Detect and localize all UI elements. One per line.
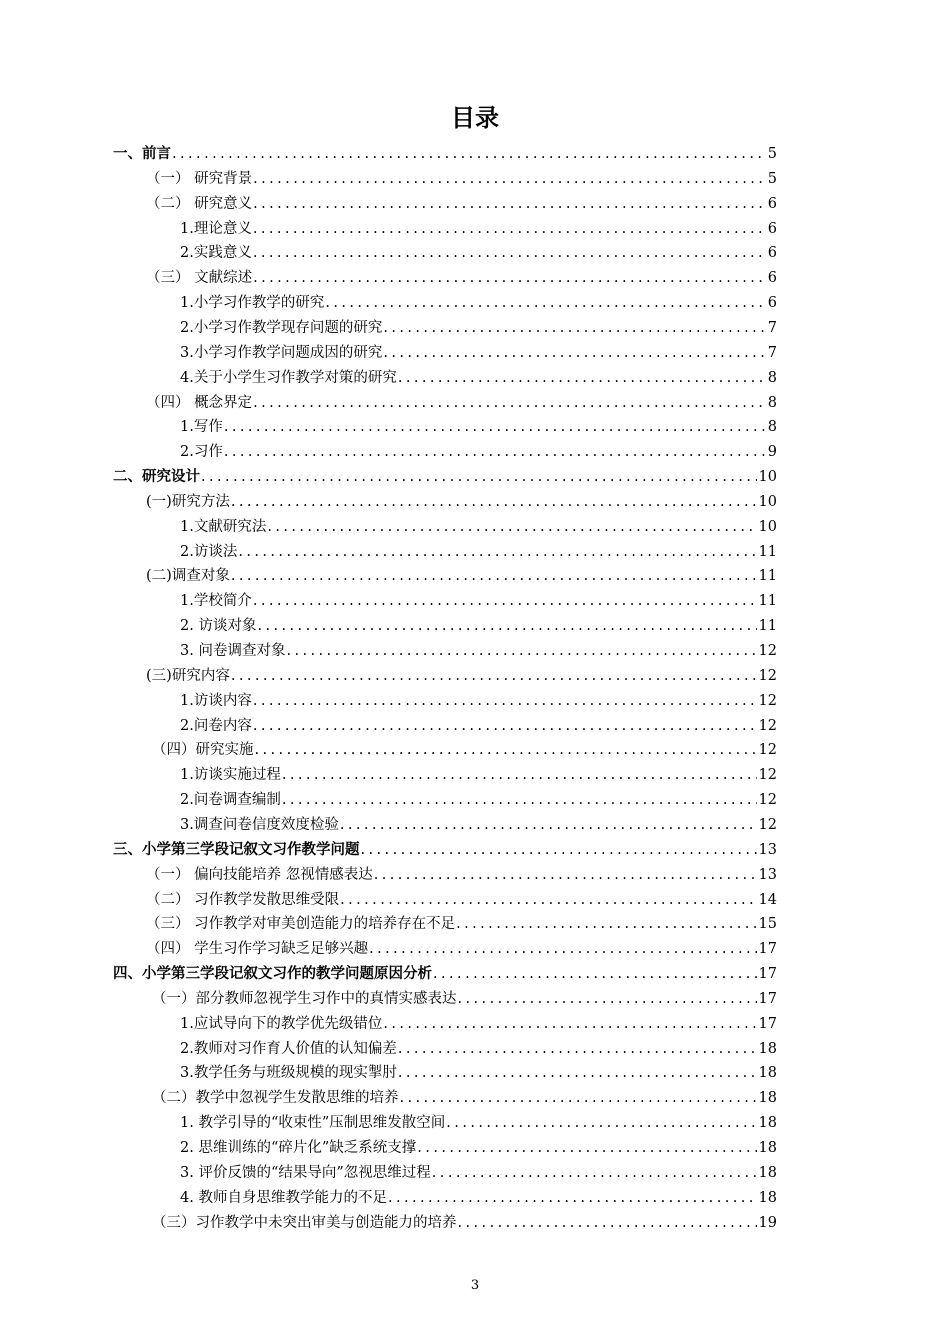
toc-entry-title: 1.小学习作教学的研究 [180, 295, 325, 312]
toc-entry[interactable] [180, 1012, 777, 1037]
toc-entry-page: 11 [758, 593, 777, 610]
dot-leader [383, 1012, 756, 1037]
dot-leader [398, 1037, 757, 1062]
toc-entry-page: 13 [758, 866, 777, 883]
toc-entry-page: 12 [758, 767, 777, 784]
dot-leader [238, 540, 756, 565]
toc-entry-title: （一） 研究背景 [146, 170, 253, 187]
toc-entry-title: 3. 评价反馈的“结果导向”忽视思维过程 [180, 1164, 431, 1181]
dot-leader [253, 589, 757, 614]
toc-entry-title: 2.小学习作教学现存问题的研究 [180, 319, 383, 336]
dot-leader [361, 838, 757, 863]
dot-leader [253, 714, 757, 739]
toc-entry[interactable] [180, 366, 777, 391]
dot-leader [432, 1161, 757, 1186]
toc-entry-page: 8 [767, 369, 777, 386]
toc-entry[interactable] [180, 813, 777, 838]
toc-entry-title: 2. 思维训练的“碎片化”缺乏系统支撑 [180, 1140, 417, 1156]
dot-leader [458, 1211, 757, 1236]
toc-entry-page: 18 [758, 1140, 777, 1156]
toc-entry-page: 17 [758, 941, 777, 958]
toc-entry[interactable] [180, 1186, 777, 1211]
toc-entry-page: 18 [758, 1115, 777, 1132]
toc-entry[interactable] [146, 490, 777, 515]
toc-entry[interactable] [146, 266, 777, 291]
toc-entry-title: 2.访谈法 [180, 543, 238, 560]
dot-leader [231, 564, 757, 589]
toc-entry[interactable] [180, 1161, 777, 1186]
toc-entry-title: （二） 习作教学发散思维受限 [146, 891, 340, 908]
toc-entry[interactable] [146, 937, 777, 962]
toc-entry-title: 1.访谈实施过程 [180, 767, 281, 784]
toc-entry-page: 5 [767, 170, 777, 187]
toc-entry-page: 12 [758, 792, 777, 809]
toc-entry-title: 1.应试导向下的教学优先级错位 [180, 1015, 383, 1032]
toc-entry-title: 4.关于小学生习作教学对策的研究 [180, 369, 397, 386]
toc-entry-page: 12 [758, 717, 777, 734]
dot-leader [253, 241, 766, 266]
toc-entry-page: 12 [758, 742, 777, 759]
toc-entry[interactable] [152, 1211, 777, 1236]
toc-entry[interactable] [180, 217, 777, 242]
toc-entry-page: 11 [758, 568, 777, 585]
toc-entry-title: 2.教师对习作育人价值的认知偏差 [180, 1040, 397, 1057]
toc-entry-title: 一、前言 [113, 146, 171, 162]
dot-leader [383, 316, 765, 341]
toc-entry[interactable] [180, 241, 777, 266]
toc-entry-title: （一） 偏向技能培养 忽视情感表达 [146, 866, 373, 883]
toc-entry[interactable] [180, 515, 777, 540]
toc-entry-page: 12 [758, 816, 777, 833]
toc-entry-title: (一)研究方法 [146, 493, 230, 510]
dot-leader [456, 912, 756, 937]
dot-leader [400, 1086, 757, 1111]
dot-leader [388, 1186, 757, 1211]
toc-entry-title: 3.小学习作教学问题成因的研究 [180, 344, 383, 361]
toc-entry-page: 19 [758, 1214, 777, 1231]
toc-entry-page: 6 [767, 220, 777, 237]
toc-entry-title: 1.访谈内容 [180, 692, 252, 709]
toc-entry-title: （四） 学生习作学习缺乏足够兴趣 [146, 941, 369, 958]
toc-entry[interactable] [180, 341, 777, 366]
dot-leader [224, 440, 766, 465]
toc-entry-title: (三)研究内容 [146, 667, 230, 684]
toc-entry-page: 6 [767, 270, 777, 287]
dot-leader [369, 937, 756, 962]
dot-leader [433, 962, 757, 987]
toc-entry-title: （二） 研究意义 [146, 195, 253, 212]
toc-entry-page: 18 [758, 1065, 777, 1082]
toc-entry-title: 2.习作 [180, 444, 223, 461]
toc-entry-page: 6 [767, 295, 777, 312]
toc-entry-title: （二）教学中忽视学生发散思维的培养 [152, 1090, 399, 1107]
toc-entry[interactable] [180, 788, 777, 813]
toc-entry-page: 15 [758, 916, 777, 933]
dot-leader [282, 763, 757, 788]
toc-entry-page: 9 [767, 444, 777, 461]
toc-entry-title: （一）部分教师忽视学生习作中的真情实感表达 [152, 990, 457, 1007]
dot-leader [325, 291, 765, 316]
toc-entry-page: 6 [767, 195, 777, 212]
toc-entry-page: 6 [767, 245, 777, 262]
toc-entry[interactable] [146, 391, 777, 416]
toc-entry-title: 三、小学第三学段记叙文习作教学问题 [113, 841, 360, 858]
toc-entry[interactable] [180, 714, 777, 739]
toc-entry-title: 四、小学第三学段记叙文习作的教学问题原因分析 [113, 966, 432, 983]
toc-entry[interactable] [180, 1111, 777, 1136]
toc-entry-title: 二、研究设计 [113, 469, 200, 486]
toc-entry-page: 12 [758, 692, 777, 709]
dot-leader [253, 167, 766, 192]
dot-leader [417, 1136, 756, 1161]
toc-entry[interactable] [146, 192, 777, 217]
dot-leader [257, 614, 756, 639]
toc-entry-page: 12 [758, 667, 777, 684]
toc-entry[interactable] [152, 987, 777, 1012]
toc-entry-title: (二)调查对象 [146, 568, 230, 585]
toc-entry[interactable] [180, 763, 777, 788]
toc-entry[interactable] [180, 639, 777, 664]
toc-entry-title: 2.实践意义 [180, 245, 252, 262]
toc-entry[interactable] [180, 316, 777, 341]
toc-entry-page: 10 [758, 518, 777, 535]
toc-entry[interactable] [146, 167, 777, 192]
dot-leader [340, 888, 756, 913]
toc-entry-page: 17 [758, 1015, 777, 1032]
dot-leader [446, 1111, 756, 1136]
toc-entry-page: 14 [758, 891, 777, 908]
dot-leader [340, 813, 757, 838]
toc-entry[interactable] [180, 1136, 777, 1161]
toc-entry[interactable] [113, 838, 777, 863]
dot-leader [398, 1061, 757, 1086]
dot-leader [398, 366, 766, 391]
toc-title: 目录 [451, 104, 499, 132]
dot-leader [267, 515, 756, 540]
toc-entry-page: 18 [758, 1164, 777, 1181]
toc-entry-page: 10 [758, 469, 777, 486]
dot-leader [253, 192, 766, 217]
toc-entry[interactable] [180, 614, 777, 639]
toc-entry-title: 3. 问卷调查对象 [180, 643, 286, 659]
toc-entry[interactable] [113, 465, 777, 490]
toc-entry-title: （四）研究实施 [152, 742, 254, 759]
toc-entry-page: 7 [767, 319, 777, 336]
toc-entry-title: （三） 习作教学对审美创造能力的培养存在不足 [146, 916, 456, 933]
toc-entry-page: 11 [758, 543, 777, 560]
toc-entry-page: 7 [767, 344, 777, 361]
toc-entry-page: 8 [767, 394, 777, 411]
toc-entry[interactable] [180, 1061, 777, 1086]
dot-leader [383, 341, 765, 366]
dot-leader [172, 142, 766, 167]
dot-leader [458, 987, 757, 1012]
toc-entry[interactable] [113, 142, 777, 167]
toc-entry-title: 1.文献研究法 [180, 518, 267, 535]
toc-entry-title: （三） 文献综述 [146, 270, 253, 287]
toc-entry-page: 5 [767, 146, 777, 162]
toc-entry[interactable] [180, 689, 777, 714]
toc-entry-page: 18 [758, 1189, 777, 1206]
toc-entry-title: 1.理论意义 [180, 220, 252, 237]
toc-entry-page: 12 [758, 643, 777, 659]
toc-entry-title: 2.问卷内容 [180, 717, 252, 734]
dot-leader [374, 863, 757, 888]
toc-entry[interactable] [180, 440, 777, 465]
toc-entry-page: 13 [758, 841, 777, 858]
toc-entry-title: 1. 教学引导的“收束性”压制思维发散空间 [180, 1115, 446, 1132]
toc-entry[interactable] [146, 664, 777, 689]
toc-entry-page: 10 [758, 493, 777, 510]
toc-entry[interactable] [146, 888, 777, 913]
toc-entry-title: 3.教学任务与班级规模的现实掣肘 [180, 1065, 397, 1082]
toc-entry-page: 8 [767, 419, 777, 436]
toc-entry-title: 4. 教师自身思维教学能力的不足 [180, 1189, 387, 1206]
toc-entry-title: 2. 访谈对象 [180, 618, 257, 635]
dot-leader [231, 664, 757, 689]
toc-entry[interactable] [180, 291, 777, 316]
toc-entry-page: 18 [758, 1090, 777, 1107]
toc-entry-title: （四） 概念界定 [146, 394, 253, 411]
toc-entry[interactable] [146, 863, 777, 888]
toc-entry-title: 1.写作 [180, 419, 223, 436]
toc-entry[interactable] [180, 1037, 777, 1062]
toc-entry[interactable] [152, 1086, 777, 1111]
toc-entry-page: 17 [758, 990, 777, 1007]
toc-entry-page: 11 [758, 618, 777, 635]
dot-leader [253, 217, 766, 242]
dot-leader [282, 788, 757, 813]
dot-leader [224, 415, 766, 440]
dot-leader [255, 738, 757, 763]
dot-leader [201, 465, 757, 490]
toc-entry-page: 17 [758, 966, 777, 983]
toc-entry[interactable] [180, 589, 777, 614]
dot-leader [253, 391, 766, 416]
toc-entry[interactable] [113, 962, 777, 987]
toc-entry[interactable] [180, 415, 777, 440]
toc-entry[interactable] [146, 564, 777, 589]
page-number: 3 [470, 1278, 480, 1293]
dot-leader [231, 490, 757, 515]
toc-entry-title: 1.学校简介 [180, 593, 252, 610]
toc-entry[interactable] [146, 912, 777, 937]
dot-leader [253, 689, 757, 714]
toc-entry[interactable] [152, 738, 777, 763]
dot-leader [253, 266, 766, 291]
toc-entry[interactable] [180, 540, 777, 565]
toc-entry-title: 2.问卷调查编制 [180, 792, 281, 809]
dot-leader [286, 639, 756, 664]
toc-entry-title: 3.调查问卷信度效度检验 [180, 816, 339, 833]
toc-entry-title: （三）习作教学中未突出审美与创造能力的培养 [152, 1214, 457, 1231]
toc-entry-page: 18 [758, 1040, 777, 1057]
